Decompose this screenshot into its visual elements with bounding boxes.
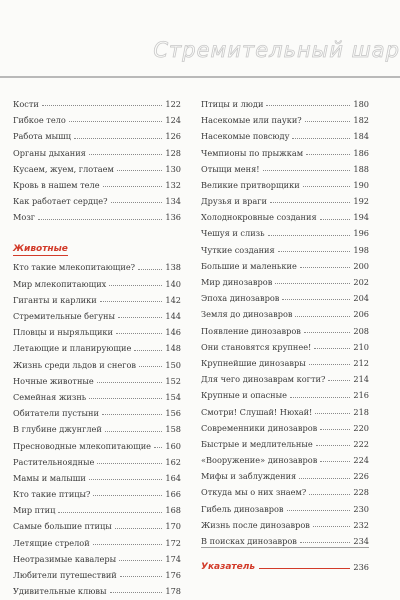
- toc-entry[interactable]: [13, 417, 181, 433]
- toc-entry[interactable]: [201, 448, 369, 464]
- toc-entry-page: 122: [165, 98, 181, 109]
- toc-entry[interactable]: [13, 434, 181, 450]
- toc-entry-title: Летящие стрелой: [13, 537, 90, 548]
- toc-entry[interactable]: [201, 497, 369, 513]
- toc-entry-title: Друзья и враги: [201, 196, 267, 207]
- toc-entry-title: Неотразимые кавалеры: [13, 553, 117, 564]
- toc-entry[interactable]: [201, 481, 369, 497]
- index-leader: [259, 568, 350, 569]
- toc-entry[interactable]: [201, 205, 369, 221]
- toc-entry-page: 214: [353, 374, 369, 385]
- toc-leader-dots: [120, 576, 163, 577]
- toc-entry-page: 182: [353, 115, 369, 126]
- toc-leader-dots: [89, 398, 162, 399]
- toc-entry[interactable]: [201, 416, 369, 432]
- toc-entry[interactable]: [13, 401, 181, 417]
- toc-leader-dots: [110, 592, 163, 593]
- toc-entry-page: 202: [353, 277, 369, 288]
- toc-entry-page: 168: [165, 505, 181, 516]
- toc-entry-title: Гиганты и карлики: [13, 294, 97, 305]
- toc-leader-dots: [93, 495, 162, 496]
- index-page-number: 236: [353, 562, 369, 573]
- toc-leader-dots: [300, 542, 350, 543]
- toc-entry-title: Мир млекопитающих: [13, 278, 107, 289]
- toc-entry-page: 228: [353, 487, 369, 498]
- toc-entry[interactable]: [201, 351, 369, 367]
- toc-entry-page: 194: [353, 212, 369, 223]
- toc-leader-dots: [309, 494, 350, 495]
- toc-entry-title: Птицы и люди: [201, 98, 264, 109]
- toc-entry-title: Отыщи меня!: [201, 163, 260, 174]
- index-heading[interactable]: [201, 552, 369, 572]
- toc-leader-dots: [328, 380, 350, 381]
- toc-leader-dots: [315, 413, 350, 414]
- toc-entry-page: 178: [165, 586, 181, 597]
- toc-entry[interactable]: [201, 222, 369, 238]
- toc-entry-title: Обитатели пустыни: [13, 408, 99, 419]
- toc-entry-title: В поисках динозавров: [201, 536, 297, 547]
- toc-entry-title: Великие притворщики: [201, 179, 300, 190]
- toc-entry[interactable]: [201, 124, 369, 140]
- toc-entry-page: 150: [165, 359, 181, 370]
- toc-entry-page: 176: [165, 570, 181, 581]
- toc-entry-page: 212: [353, 357, 369, 368]
- toc-leader-dots: [266, 105, 350, 106]
- toc-entry-page: 146: [165, 327, 181, 338]
- toc-entry-page: 158: [165, 424, 181, 435]
- toc-entry[interactable]: [13, 353, 181, 369]
- toc-right-group1: [201, 92, 369, 545]
- toc-leader-dots: [118, 317, 162, 318]
- toc-entry-title: Кусаем, жуем, глотаем: [13, 163, 114, 174]
- toc-entry-page: 208: [353, 325, 369, 336]
- toc-entry-page: 126: [165, 131, 181, 142]
- toc-entry-title: Появление динозавров: [201, 325, 301, 336]
- toc-entry[interactable]: [13, 256, 181, 272]
- toc-entry-page: 134: [165, 196, 181, 207]
- toc-entry[interactable]: [13, 531, 181, 547]
- toc-entry[interactable]: [13, 288, 181, 304]
- toc-leader-dots: [309, 364, 351, 365]
- toc-entry-title: Крупнейшие динозавры: [201, 357, 306, 368]
- toc-leader-dots: [263, 170, 351, 171]
- toc-entry[interactable]: [201, 270, 369, 286]
- toc-entry-page: 180: [353, 98, 369, 109]
- toc-entry-title: Любители путешествий: [13, 570, 117, 581]
- toc-entry-title: Чешуя и слизь: [201, 228, 265, 239]
- toc-entry-page: 154: [165, 391, 181, 402]
- toc-entry-title: Мозг: [13, 212, 36, 223]
- toc-leader-dots: [97, 382, 163, 383]
- toc-entry-title: Жизнь после динозавров: [201, 519, 310, 530]
- toc-leader-dots: [38, 219, 162, 220]
- toc-entry-title: Мир птиц: [13, 505, 56, 516]
- toc-leader-dots: [93, 544, 163, 545]
- toc-leader-dots: [105, 431, 163, 432]
- toc-entry-page: 210: [353, 341, 369, 352]
- toc-entry-title: Кто такие млекопитающие?: [13, 262, 136, 273]
- toc-entry-title: Семейная жизнь: [13, 391, 87, 402]
- toc-entry-page: 196: [353, 228, 369, 239]
- toc-entry[interactable]: [13, 92, 181, 108]
- toc-entry-page: 222: [353, 438, 369, 449]
- toc-entry-title: Современники динозавров: [201, 422, 318, 433]
- toc-entry-page: 226: [353, 471, 369, 482]
- toc-leader-dots: [69, 121, 163, 122]
- toc-entry-title: Крупные и опасные: [201, 390, 288, 401]
- toc-entry-title: Растительноядные: [13, 456, 95, 467]
- toc-entry-page: 218: [353, 406, 369, 417]
- toc-leader-dots: [292, 138, 350, 139]
- toc-entry-title: Быстрые и медлительные: [201, 438, 313, 449]
- toc-entry-title: В глубине джунглей: [13, 424, 102, 435]
- toc-leader-dots: [102, 414, 162, 415]
- toc-entry-title: Мир динозавров: [201, 277, 273, 288]
- toc-right-column: [201, 92, 369, 572]
- section-heading-animals: [13, 232, 181, 256]
- toc-entry[interactable]: [201, 302, 369, 318]
- toc-entry[interactable]: [201, 529, 369, 545]
- toc-entry-page: 144: [165, 311, 181, 322]
- toc-leader-dots: [268, 235, 351, 236]
- toc-entry[interactable]: [13, 336, 181, 352]
- toc-entry-title: Органы дыхания: [13, 147, 86, 158]
- toc-entry[interactable]: [13, 124, 181, 140]
- toc-entry-page: 142: [165, 294, 181, 305]
- toc-leader-dots: [303, 186, 351, 187]
- toc-entry-page: 172: [165, 537, 181, 548]
- toc-leader-dots: [117, 170, 163, 171]
- toc-entry-title: Большие и маленькие: [201, 260, 297, 271]
- toc-leader-dots: [42, 105, 163, 106]
- toc-entry-page: 160: [165, 440, 181, 451]
- toc-entry[interactable]: [13, 173, 181, 189]
- toc-leader-dots: [97, 463, 162, 464]
- toc-entry-title: Смотри! Слушай! Нюхай!: [201, 406, 313, 417]
- toc-entry[interactable]: [13, 272, 181, 288]
- toc-leader-dots: [304, 332, 350, 333]
- toc-entry-page: 198: [353, 244, 369, 255]
- toc-entry-page: 190: [353, 179, 369, 190]
- toc-leader-dots: [138, 269, 162, 270]
- toc-entry-title: Как работает сердце?: [13, 196, 108, 207]
- toc-entry[interactable]: [13, 189, 181, 205]
- toc-entry-title: Насекомые или пауки?: [201, 115, 302, 126]
- toc-leader-dots: [100, 301, 163, 302]
- toc-entry[interactable]: [201, 513, 369, 529]
- toc-leader-dots: [295, 316, 350, 317]
- toc-entry-title: Работа мышц: [13, 131, 72, 142]
- toc-entry-title: Кровь в нашем теле: [13, 179, 100, 190]
- toc-entry-title: «Вооружение» динозавров: [201, 455, 318, 466]
- toc-entry[interactable]: [13, 385, 181, 401]
- toc-leader-dots: [139, 366, 162, 367]
- toc-leader-dots: [320, 461, 350, 462]
- toc-entry-page: 148: [165, 343, 181, 354]
- toc-entry-title: Кости: [13, 98, 39, 109]
- toc-entry[interactable]: [13, 547, 181, 563]
- toc-entry-page: 230: [353, 503, 369, 514]
- toc-entry-page: 156: [165, 408, 181, 419]
- toc-entry[interactable]: [13, 579, 181, 595]
- toc-leader-dots: [282, 299, 350, 300]
- toc-entry-title: Мифы и заблуждения: [201, 471, 297, 482]
- toc-entry-title: Стремительные бегуны: [13, 311, 116, 322]
- toc-leader-dots: [111, 202, 163, 203]
- toc-leader-dots: [299, 478, 350, 479]
- toc-entry-page: 124: [165, 115, 181, 126]
- toc-entry-page: 186: [353, 147, 369, 158]
- toc-entry-page: 140: [165, 278, 181, 289]
- toc-leader-dots: [313, 526, 350, 527]
- toc-entry-page: 204: [353, 293, 369, 304]
- toc-entry-title: Земля до динозавров: [201, 309, 293, 320]
- toc-leader-dots: [154, 447, 162, 448]
- toc-left-column: [13, 92, 181, 595]
- toc-entry[interactable]: [13, 482, 181, 498]
- toc-entry-page: 216: [353, 390, 369, 401]
- toc-entry-title: Эпоха динозавров: [201, 293, 280, 304]
- toc-entry-page: 234: [353, 536, 369, 547]
- toc-entry-page: 170: [165, 521, 181, 532]
- toc-entry-title: Насекомые повсюду: [201, 131, 290, 142]
- toc-leader-dots: [278, 251, 351, 252]
- toc-entry-title: Откуда мы о них знаем?: [201, 487, 307, 498]
- toc-entry-title: Кто такие птицы?: [13, 489, 91, 500]
- toc-entry[interactable]: [201, 108, 369, 124]
- toc-entry-page: 224: [353, 455, 369, 466]
- toc-leader-dots: [320, 429, 350, 430]
- toc-entry[interactable]: [13, 157, 181, 173]
- toc-left-group1: [13, 92, 181, 222]
- toc-entry-title: Ночные животные: [13, 375, 94, 386]
- toc-leader-dots: [103, 186, 163, 187]
- toc-leader-dots: [300, 267, 351, 268]
- index-heading-label: Указатель: [201, 562, 256, 573]
- toc-leader-dots: [58, 512, 162, 513]
- toc-entry-title: Удивительные клювы: [13, 586, 107, 597]
- toc-entry-page: 128: [165, 147, 181, 158]
- toc-entry[interactable]: [13, 141, 181, 157]
- toc-entry-page: 138: [165, 262, 181, 273]
- toc-entry-title: Мамы и малыши: [13, 472, 86, 483]
- header-divider: [0, 76, 400, 78]
- toc-entry[interactable]: [13, 304, 181, 320]
- toc-entry[interactable]: [201, 400, 369, 416]
- toc-entry-title: Летающие и планирующие: [13, 343, 132, 354]
- section-heading-label: Животные: [13, 243, 68, 254]
- toc-entry[interactable]: [13, 498, 181, 514]
- toc-entry[interactable]: [201, 189, 369, 205]
- toc-entry-page: 206: [353, 309, 369, 320]
- toc-entry-title: Пресноводные млекопитающие: [13, 440, 152, 451]
- toc-entry[interactable]: [201, 286, 369, 302]
- toc-entry-title: Гибель динозавров: [201, 503, 284, 514]
- toc-entry-page: 166: [165, 489, 181, 500]
- toc-entry-page: 200: [353, 260, 369, 271]
- toc-entry[interactable]: [13, 450, 181, 466]
- toc-leader-dots: [134, 350, 162, 351]
- toc-entry[interactable]: [13, 369, 181, 385]
- toc-leader-dots: [305, 121, 351, 122]
- toc-entry[interactable]: [201, 319, 369, 335]
- toc-leader-dots: [306, 154, 350, 155]
- toc-entry-page: 164: [165, 472, 181, 483]
- toc-entry[interactable]: [13, 320, 181, 336]
- toc-entry-title: Самые большие птицы: [13, 521, 112, 532]
- toc-entry-title: Для чего динозаврам когти?: [201, 374, 326, 385]
- toc-entry-page: 232: [353, 519, 369, 530]
- toc-leader-dots: [89, 479, 163, 480]
- toc-entry[interactable]: [201, 335, 369, 351]
- toc-entry-page: 184: [353, 131, 369, 142]
- toc-leader-dots: [320, 219, 351, 220]
- toc-leader-dots: [275, 283, 350, 284]
- toc-entry[interactable]: [201, 254, 369, 270]
- toc-entry[interactable]: [201, 367, 369, 383]
- toc-entry[interactable]: [13, 563, 181, 579]
- toc-entry[interactable]: [201, 464, 369, 480]
- toc-leader-dots: [316, 445, 351, 446]
- toc-entry[interactable]: [13, 108, 181, 124]
- toc-leader-dots: [116, 333, 162, 334]
- toc-entry-title: Жизнь среди льдов и снегов: [13, 359, 137, 370]
- toc-leader-dots: [287, 510, 351, 511]
- index-separator: [201, 547, 369, 548]
- toc-entry-title: Холоднокровные создания: [201, 212, 317, 223]
- toc-leader-dots: [314, 348, 350, 349]
- toc-entry-page: 136: [165, 212, 181, 223]
- toc-entry-title: Пловцы и ныряльщики: [13, 327, 114, 338]
- toc-entry[interactable]: [13, 466, 181, 482]
- page-title: Стремительный шар: [153, 38, 400, 62]
- toc-entry-page: 192: [353, 196, 369, 207]
- toc-leader-dots: [115, 528, 163, 529]
- toc-leader-dots: [290, 397, 350, 398]
- toc-entry-title: Гибкое тело: [13, 115, 66, 126]
- toc-entry-page: 188: [353, 163, 369, 174]
- toc-entry[interactable]: [201, 383, 369, 399]
- toc-entry-page: 174: [165, 553, 181, 564]
- toc-entry-page: 132: [165, 179, 181, 190]
- toc-entry[interactable]: [13, 515, 181, 531]
- toc-leader-dots: [119, 560, 162, 561]
- toc-entry-page: 130: [165, 163, 181, 174]
- toc-entry[interactable]: [13, 205, 181, 221]
- toc-entry[interactable]: [201, 92, 369, 108]
- toc-entry-title: Чуткие создания: [201, 244, 275, 255]
- toc-entry-page: 152: [165, 375, 181, 386]
- toc-left-group2: [13, 256, 181, 596]
- toc-entry-title: Чемпионы по прыжкам: [201, 147, 304, 158]
- toc-entry[interactable]: [201, 238, 369, 254]
- toc-leader-dots: [109, 285, 162, 286]
- toc-entry[interactable]: [201, 432, 369, 448]
- toc-leader-dots: [270, 202, 350, 203]
- toc-entry-title: Они становятся крупнее!: [201, 341, 312, 352]
- toc-entry[interactable]: [201, 173, 369, 189]
- toc-entry-page: 162: [165, 456, 181, 467]
- toc-entry-page: 220: [353, 422, 369, 433]
- toc-leader-dots: [89, 154, 163, 155]
- toc-entry[interactable]: [201, 141, 369, 157]
- toc-leader-dots: [74, 138, 162, 139]
- toc-entry[interactable]: [201, 157, 369, 173]
